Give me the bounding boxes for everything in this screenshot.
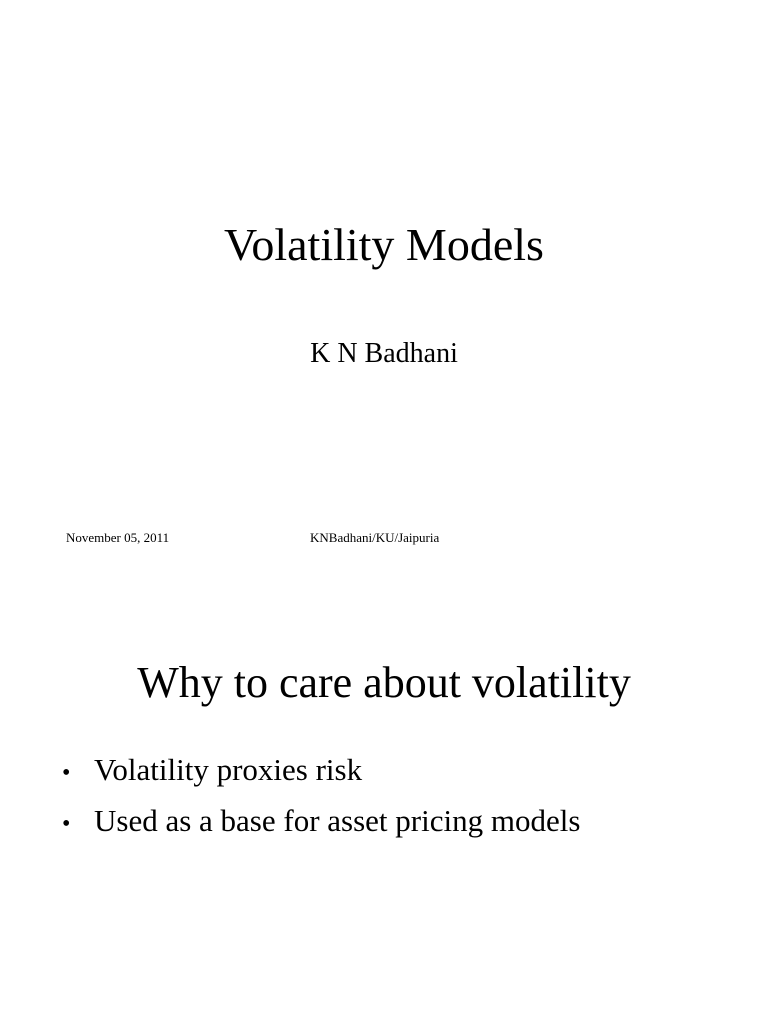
slide-footer-center: KNBadhani/KU/Jaipuria	[310, 530, 440, 545]
bullet-text: Used as a base for asset pricing models	[94, 803, 581, 838]
bullet-text: Volatility proxies risk	[94, 752, 363, 787]
slide-title-heading: Volatility Models	[224, 219, 544, 270]
bullet-item	[62, 746, 580, 797]
slide-heading: Why to care about volatility	[137, 658, 631, 707]
slide-author: K N Badhani	[310, 338, 458, 369]
slide-why-volatility	[0, 580, 768, 1024]
slide-footer-date: November 05, 2011	[66, 530, 170, 545]
bullet-list	[62, 746, 580, 848]
bullet-item	[62, 797, 580, 848]
bullet-icon: •	[62, 760, 71, 786]
bullet-icon: •	[62, 811, 71, 837]
